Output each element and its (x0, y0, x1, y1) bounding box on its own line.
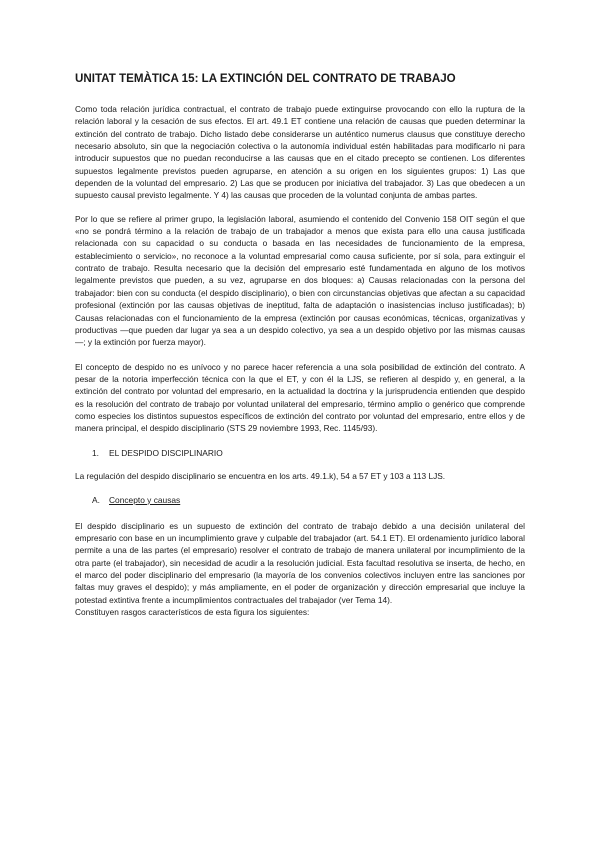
section-number: 1. (92, 447, 99, 458)
intro-paragraph: Como toda relación jurídica contractual, el contrato de trabajo puede extinguirse provocando con ello la ruptura de la relación laboral y la cesación de sus efectos. El art. 49.1 ET contiene una relación de causas que pueden determinar la extinción del contrato de trabajo. Dicho listado debe considerarse un auténtico numerus clausus que constituye derecho necesario absoluto, sin que la negociación colectiva o la autonomía individual estén habilitadas para modificarlo ni para introducir supuestos que no puedan reconducirse a las causas que en el citado precepto se contienen. Los diferentes supuestos legalmente previstos pueden agruparse, en atención a su origen en los siguientes grupos: 1) Las que dependen de la voluntad del empresario. 2) Las que se producen por iniciativa del trabajador. 3) Las que obedecen a un supuesto causal previsto legalmente. Y 4) las causas que proceden de la voluntad conjunta de ambas partes. (75, 104, 525, 201)
subsection-label: Concepto y causas (109, 494, 181, 505)
features-intro-line: Constituyen rasgos característicos de esta figura los siguientes: (75, 607, 310, 617)
section-label: EL DESPIDO DISCIPLINARIO (109, 447, 223, 458)
subsection-number: A. (92, 494, 100, 505)
regulation-line: La regulación del despido disciplinario se encuentra en los arts. 49.1.k), 54 a 57 ET y 103 a 113 LJS. (75, 470, 446, 481)
first-group-paragraph: Por lo que se refiere al primer grupo, la legislación laboral, asumiendo el contenido del Convenio 158 OIT según el que «no se pondrá término a la relación de trabajo de un trabajador a menos que exista para ello una causa justificada relacionada con su capacidad o su conducta o basada en las necesidades de funcionamiento de la empresa, establecimiento o servicio», no reconoce a la voluntad empresarial como causa suficiente, por sí sola, para extinguir el contrato de trabajo. Resulta necesario que la decisión del empresario esté fundamentada en alguno de los motivos legalmente previstos que pueden, a su vez, agruparse en dos bloques: a) Causas relacionadas con la persona del trabajador: bien con su conducta (el despido disciplinario), o bien con circunstancias objetivas que afectan a su capacidad profesional (extinción por las causas objetivas de ineptitud, falta de adaptación o inasistencias incluso justificadas); b) Causas relacionadas con el funcionamiento de la empresa (extinción por causas económicas, técnicas, organizativas y productivas —que pueden dar lugar ya sea a un despido colectivo, ya sea a un despido objetivo por las mismas causas—; y la extinción por fuerza mayor). (75, 213, 525, 348)
document-title: UNITAT TEMÀTICA 15: LA EXTINCIÓN DEL CONTRATO DE TRABAJO (75, 72, 456, 85)
document-body (75, 72, 525, 618)
despido-definition-paragraph: El despido disciplinario es un supuesto de extinción del contrato de trabajo debido a una decisión unilateral del empresario con base en un incumplimiento grave y culpable del trabajador (art. 54.1 ET). El ordenamiento jurídico laboral permite a una de las partes (el empresario) resolver el contrato de trabajo de manera unilateral por incumplimiento de la otra parte (el trabajador), sin necesidad de acudir a la resolución judicial. Esta facultad resolutiva se inserta, de hecho, en el marco del poder disciplinario del empresario (la mayoría de los convenios colectivos incluyen entre las sanciones por faltas muy graves el despido); y más ampliamente, en el poder de organización y dirección empresarial que incluye la potestad extintiva frente a incumplimientos contractuales del trabajador (ver Tema 14). (75, 520, 525, 605)
despido-concept-paragraph: El concepto de despido no es unívoco y no parece hacer referencia a una sola posibilidad de extinción del contrato. A pesar de la notoria imperfección técnica con la que el ET, y con él la LJS, se refieren al despido y, en general, a la extinción del contrato por voluntad del empresario, en la actualidad la doctrina y la jurisprudencia entienden que despido es la resolución del contrato de trabajo por voluntad unilateral del empresario, término amplio o genérico que comprende como especies los distintos supuestos específicos de extinción del contrato por voluntad del empresario, entre ellos y de manera principal, el despido disciplinario (STS 29 noviembre 1993, Rec. 1145/93). (75, 361, 525, 434)
section-heading-despido-disciplinario (92, 447, 525, 459)
subsection-heading-concepto-causas (92, 494, 525, 506)
